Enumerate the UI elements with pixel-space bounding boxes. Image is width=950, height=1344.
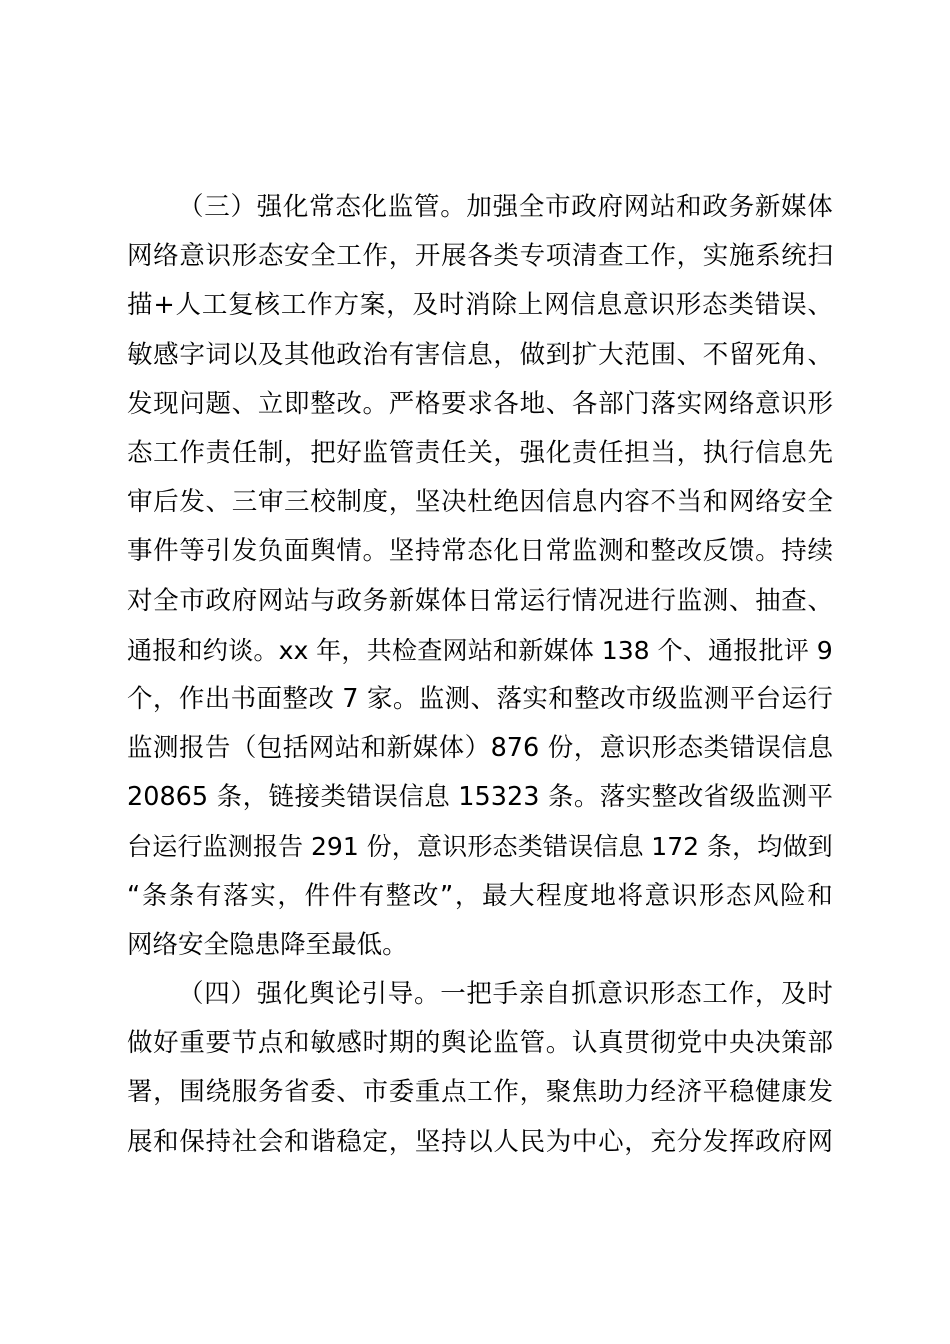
text-line: 事 件 等 引 发 负 面 舆 情 。 坚 持 常 态 化 日 常 监 测 和 整 改 反 馈 。 持 续 (127, 536, 833, 567)
text-line: “ 条 条 有 落 实 ， 件 件 有 整 改 ” ， 最 大 程 度 地 将 意 识 形 态 风 险 和 (127, 880, 833, 911)
text-line: 描 + 人 工 复 核 工 作 方 案 ， 及 时 消 除 上 网 信 息 意 识 形 态 类 错 误 、 (127, 290, 833, 321)
text-line: 展 和 保 持 社 会 和 谐 稳 定 ， 坚 持 以 人 民 为 中 心 ， 充 分 发 挥 政 府 网 (127, 1126, 833, 1157)
text-line: 网 络 意 识 形 态 安 全 工 作 ， 开 展 各 类 专 项 清 查 工 作 ， 实 施 系 统 扫 (127, 241, 833, 272)
text-line: 发 现 问 题 、 立 即 整 改 。 严 格 要 求 各 地 、 各 部 门 落 实 网 络 意 识 形 (127, 388, 833, 419)
text-line: 署 ， 围 绕 服 务 省 委 、 市 委 重 点 工 作 ， 聚 焦 助 力 经 济 平 稳 健 康 发 (127, 1077, 833, 1108)
text-line: （ 三 ） 强 化 常 态 化 监 管 。 加 强 全 市 政 府 网 站 和 政 务 新 媒 体 (178, 192, 833, 222)
paragraph-4 (127, 970, 833, 1167)
text-line: 审 后 发 、 三 审 三 校 制 度 ， 坚 决 杜 绝 因 信 息 内 容 不 当 和 网 络 安 全 (127, 487, 833, 518)
text-line: 对 全 市 政 府 网 站 与 政 务 新 媒 体 日 常 运 行 情 况 进 行 监 测 、 抽 查 、 (127, 585, 833, 616)
text-line: 20865 条 ， 链 接 类 错 误 信 息 15323 条 。 落 实 整 改 省 级 监 测 平 (127, 782, 833, 813)
text-line: 通 报 和 约 谈 。 xx 年 ， 共 检 查 网 站 和 新 媒 体 138 个 、 通 报 批 评 9 (127, 635, 833, 665)
text-line: 网 络 安 全 隐 患 降 至 最 低 。 (127, 929, 408, 960)
text-line: 监 测 报 告 （ 包 括 网 站 和 新 媒 体 ） 876 份 ， 意 识 形 态 类 错 误 信 息 (127, 733, 833, 764)
text-line: 台 运 行 监 测 报 告 291 份 ， 意 识 形 态 类 错 误 信 息 172 条 ， 均 做 到 (127, 832, 833, 862)
text-line: 态 工 作 责 任 制 ， 把 好 监 管 责 任 关 ， 强 化 责 任 担 当 ， 执 行 信 息 先 (127, 437, 833, 468)
text-line: 敏 感 字 词 以 及 其 他 政 治 有 害 信 息 ， 做 到 扩 大 范 围 、 不 留 死 角 、 (127, 339, 833, 370)
text-line: 做 好 重 要 节 点 和 敏 感 时 期 的 舆 论 监 管 。 认 真 贯 彻 党 中 央 决 策 部 (127, 1028, 833, 1059)
paragraph-3 (127, 183, 833, 970)
text-line: 个 ， 作 出 书 面 整 改 7 家 。 监 测 、 落 实 和 整 改 市 级 监 测 平 台 运 行 (127, 683, 833, 714)
text-line: （ 四 ） 强 化 舆 论 引 导 。 一 把 手 亲 自 抓 意 识 形 态 工 作 ， 及 时 (178, 979, 833, 1009)
